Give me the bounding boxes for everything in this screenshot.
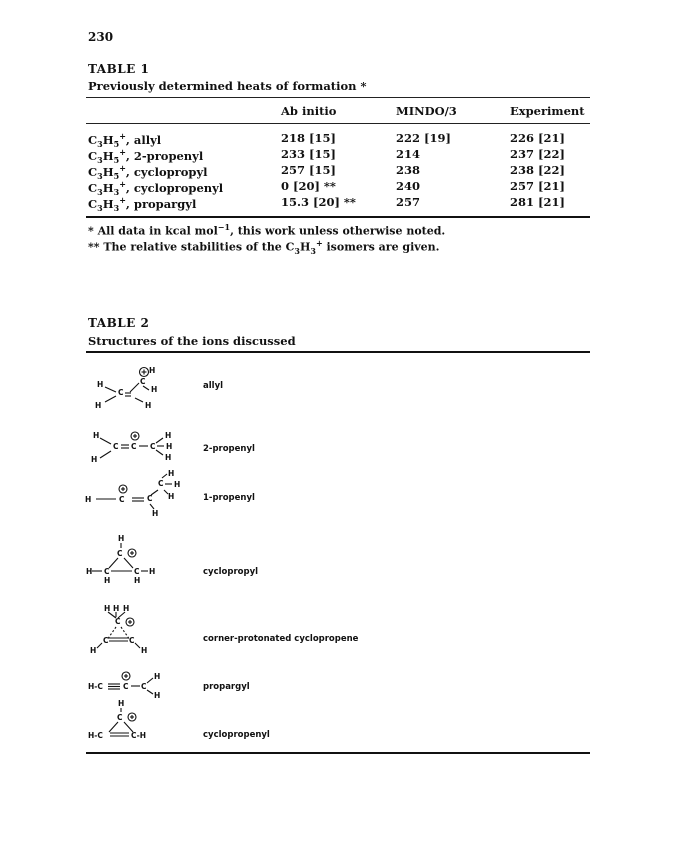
svg-text:C: C <box>104 567 110 576</box>
table2-top-rule <box>86 351 590 353</box>
svg-text:H: H <box>97 380 104 389</box>
table2-bottom-rule <box>86 752 590 754</box>
row-formula: $C_3H_5^+$, allyl <box>88 131 162 150</box>
table2-label: TABLE 2 <box>88 316 150 330</box>
svg-text:C: C <box>115 617 121 626</box>
ion-name: 1-propenyl <box>203 493 255 503</box>
cell-experiment: 237 [22] <box>510 147 565 161</box>
svg-text:C: C <box>140 377 146 386</box>
svg-text:H: H <box>166 442 173 451</box>
cell-mindo3: 222 [19] <box>396 131 451 145</box>
row-formula: $C_3H_3^+$, cyclopropenyl <box>88 179 224 198</box>
svg-text:C: C <box>141 682 147 691</box>
cell-mindo3: 257 <box>396 195 421 209</box>
svg-text:H: H <box>165 453 172 462</box>
svg-text:H: H <box>123 604 130 613</box>
header-mindo3: MINDO/3 <box>396 104 457 118</box>
svg-text:H: H <box>93 431 100 440</box>
svg-text:H: H <box>168 492 175 501</box>
table1-top-rule <box>86 97 590 98</box>
cell-experiment: 238 [22] <box>510 163 565 177</box>
svg-text:H: H <box>168 469 175 478</box>
svg-text:H: H <box>152 509 159 518</box>
footnote-1: * All data in kcal mol$^{-1}$, this work unless otherwise noted. <box>88 222 446 238</box>
table1-header-rule <box>86 123 590 124</box>
svg-text:H: H <box>104 604 111 613</box>
footnote-2: ** The relative stabilities of the $C_3H_3^+$ isomers are given. <box>88 238 440 256</box>
svg-text:H: H <box>104 576 111 585</box>
table1-bottom-rule <box>86 216 590 218</box>
ion-name: cyclopropyl <box>203 567 259 577</box>
cell-mindo3: 214 <box>396 147 421 161</box>
svg-text:H: H <box>86 567 93 576</box>
structure-cyclopropyl <box>86 533 166 585</box>
cell-experiment: 226 [21] <box>510 131 565 145</box>
svg-text:H: H <box>118 534 125 543</box>
svg-text:C: C <box>131 442 137 451</box>
svg-text:H: H <box>149 366 156 375</box>
svg-text:H: H <box>134 576 141 585</box>
ion-name: propargyl <box>203 682 250 692</box>
header-ab-initio: Ab initio <box>281 104 337 118</box>
svg-text:H: H <box>165 431 172 440</box>
svg-text:H: H <box>151 385 158 394</box>
structure-cyclopropenyl <box>86 698 166 742</box>
cell-experiment: 281 [21] <box>510 195 565 209</box>
svg-text:H: H <box>149 567 156 576</box>
ion-name: 2-propenyl <box>203 444 255 454</box>
cell-ab-initio: 233 [15] <box>281 147 336 161</box>
svg-text:H-C: H-C <box>88 682 103 691</box>
table1-caption: Previously determined heats of formation * <box>88 79 367 93</box>
svg-text:C: C <box>119 495 125 504</box>
cell-ab-initio: 15.3 [20] ** <box>281 195 356 209</box>
cell-mindo3: 238 <box>396 163 421 177</box>
svg-text:H: H <box>154 691 161 700</box>
svg-text:C: C <box>158 479 164 488</box>
svg-text:H-C: H-C <box>88 731 103 740</box>
svg-text:H: H <box>90 646 97 655</box>
svg-text:H: H <box>145 401 152 410</box>
cell-ab-initio: 0 [20] ** <box>281 179 336 193</box>
cell-mindo3: 240 <box>396 179 421 193</box>
svg-text:C: C <box>118 388 124 397</box>
svg-text:C: C <box>123 682 129 691</box>
cell-ab-initio: 218 [15] <box>281 131 336 145</box>
svg-text:H: H <box>85 495 92 504</box>
svg-text:C-H: C-H <box>131 731 147 740</box>
structure-corner-protonated-cyclopropene <box>86 602 166 654</box>
svg-text:C: C <box>129 636 135 645</box>
row-formula: $C_3H_3^+$, propargyl <box>88 195 197 214</box>
ion-name: corner-protonated cyclopropene <box>203 634 359 644</box>
svg-text:H: H <box>113 604 120 613</box>
svg-text:C: C <box>113 442 119 451</box>
structure-allyl <box>85 362 175 412</box>
svg-text:H: H <box>141 646 148 655</box>
svg-text:H: H <box>91 455 98 464</box>
svg-text:H: H <box>154 672 161 681</box>
svg-text:C: C <box>117 549 123 558</box>
cell-ab-initio: 257 [15] <box>281 163 336 177</box>
table1-label: TABLE 1 <box>88 62 150 76</box>
svg-text:C: C <box>150 442 156 451</box>
page-number: 230 <box>88 30 114 44</box>
svg-text:C: C <box>147 494 153 503</box>
row-formula: $C_3H_5^+$, 2-propenyl <box>88 147 204 166</box>
ion-name: cyclopropenyl <box>203 730 270 740</box>
cell-experiment: 257 [21] <box>510 179 565 193</box>
structure-1-propenyl <box>82 470 192 518</box>
row-formula: $C_3H_5^+$, cyclopropyl <box>88 163 208 182</box>
svg-text:H: H <box>174 480 181 489</box>
svg-text:C: C <box>103 636 109 645</box>
header-experiment: Experiment <box>510 104 585 118</box>
table2-caption: Structures of the ions discussed <box>88 334 296 348</box>
svg-text:H: H <box>118 699 125 708</box>
svg-text:C: C <box>117 713 123 722</box>
svg-text:C: C <box>134 567 140 576</box>
ion-name: allyl <box>203 381 224 391</box>
svg-text:H: H <box>95 401 102 410</box>
structure-2-propenyl <box>85 428 195 468</box>
